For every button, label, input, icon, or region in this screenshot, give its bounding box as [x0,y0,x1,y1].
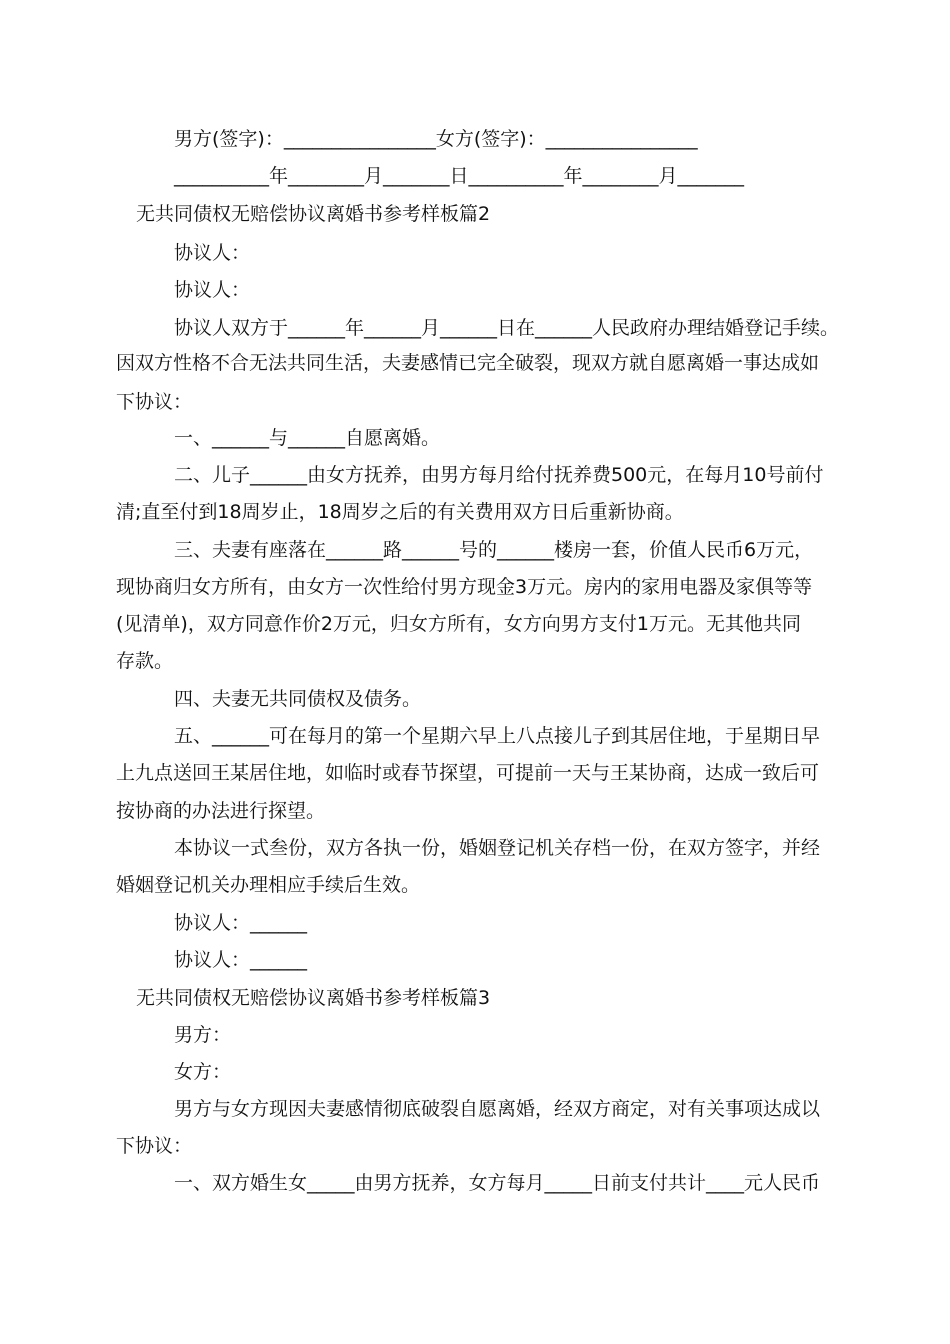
body-text-line: 男方与女方现因夫妻感情彻底破裂自愿离婚，经双方商定，对有关事项达成以 [174,1098,821,1120]
body-text-line: 现协商归女方所有，由女方一次性给付男方现金3万元。房内的家用电器及家俱等等 [116,576,813,598]
clause-line: 二、儿子______由女方抚养，由男方每月给付抚养费500元，在每月10号前付 [174,464,824,486]
body-text-line: 因双方性格不合无法共同生活，夫妻感情已完全破裂，现双方就自愿离婚一事达成如 [116,352,820,374]
clause-line: 三、夫妻有座落在______路______号的______楼房一套，价值人民币6万元， [174,539,814,561]
body-text-line: 本协议一式叁份，双方各执一份，婚姻登记机关存档一份，在双方签字，并经 [174,837,821,859]
body-text-line: 婚姻登记机关办理相应手续后生效。 [116,874,421,896]
body-text-line: 下协议： [116,1135,193,1157]
body-text-line: (见清单)，双方同意作价2万元，归女方所有，女方向男方支付1万元。无其他共同 [116,613,802,635]
body-text-line: 清;直至付到18周岁止，18周岁之后的有关费用双方日后重新协商。 [116,501,684,523]
body-text-line: 存款。 [116,650,174,672]
body-text-line: 协议人双方于______年______月______日在______人民政府办理结婚登记手续。 [174,317,840,339]
party-line: 协议人： [174,242,251,264]
body-text-line: 下协议： [116,391,193,413]
date-line: __________年________月_______日__________年________月_______ [174,165,745,187]
party-line: 男方： [174,1024,232,1046]
clause-line: 五、______可在每月的第一个星期六早上八点接儿子到其居住地，于星期日早 [174,725,821,747]
signature-line: 男方(签字)：________________女方(签字)：________________ [174,128,698,150]
party-line: 协议人：______ [174,949,308,971]
body-text-line: 按协商的办法进行探望。 [116,800,326,822]
party-line: 女方： [174,1061,232,1083]
clause-line: 四、夫妻无共同债权及债务。 [174,688,422,710]
clause-line: 一、双方婚生女_____由男方抚养，女方每月_____日前支付共计____元人民币 [174,1172,821,1194]
party-line: 协议人： [174,279,251,301]
clause-line: 一、______与______自愿离婚。 [174,427,441,449]
party-line: 协议人：______ [174,912,308,934]
section-heading-3: 无共同债权无赔偿协议离婚书参考样板篇3 [136,987,491,1009]
section-heading-2: 无共同债权无赔偿协议离婚书参考样板篇2 [136,203,491,225]
body-text-line: 上九点送回王某居住地，如临时或春节探望，可提前一天与王某协商，达成一致后可 [116,762,820,784]
